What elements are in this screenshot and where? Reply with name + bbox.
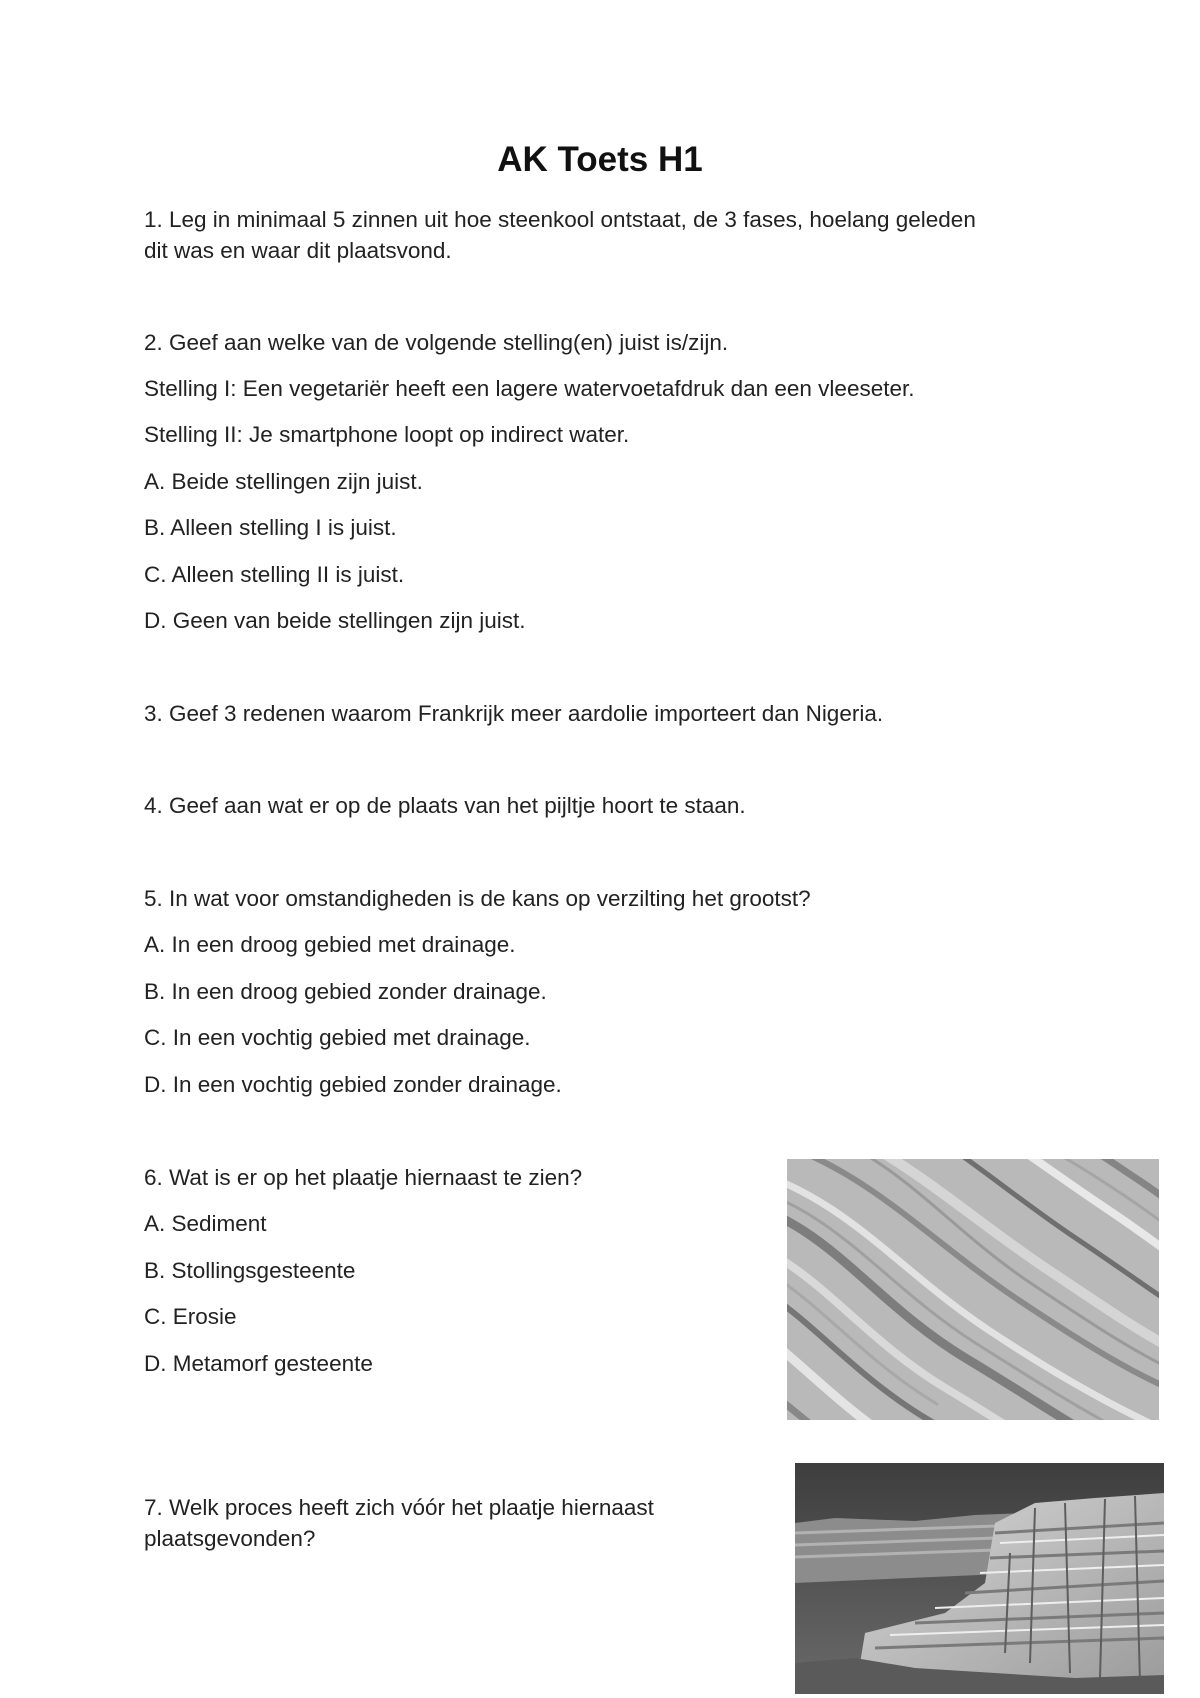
- q2-question: 2. Geef aan welke van de volgende stelling(en) juist is/zijn.: [144, 330, 729, 355]
- q2-statement-1: Stelling I: Een vegetariër heeft een lagere watervoetafdruk dan een vleeseter.: [144, 376, 915, 401]
- q7-text-line1: 7. Welk proces heeft zich vóór het plaatje hiernaast: [144, 1495, 654, 1520]
- q6-option-b: B. Stollingsgesteente: [144, 1258, 356, 1283]
- eroded-cliff-image: [795, 1463, 1164, 1694]
- q2-option-d: D. Geen van beide stellingen zijn juist.: [144, 608, 526, 633]
- q5-option-a: A. In een droog gebied met drainage.: [144, 932, 516, 957]
- q6-option-d: D. Metamorf gesteente: [144, 1351, 373, 1376]
- q3-question: 3. Geef 3 redenen waarom Frankrijk meer aardolie importeert dan Nigeria.: [144, 701, 884, 726]
- q5-option-d: D. In een vochtig gebied zonder drainage.: [144, 1072, 562, 1097]
- q2-statement-2: Stelling II: Je smartphone loopt op indirect water.: [144, 422, 630, 447]
- q2-option-c: C. Alleen stelling II is juist.: [144, 562, 405, 587]
- q6-option-a: A. Sediment: [144, 1211, 267, 1236]
- q5-option-c: C. In een vochtig gebied met drainage.: [144, 1025, 531, 1050]
- q6-question: 6. Wat is er op het plaatje hiernaast te zien?: [144, 1165, 583, 1190]
- q2-option-b: B. Alleen stelling I is juist.: [144, 515, 397, 540]
- q4-question: 4. Geef aan wat er op de plaats van het pijltje hoort te staan.: [144, 793, 746, 818]
- layered-rock-image: [787, 1159, 1159, 1420]
- q5-option-b: B. In een droog gebied zonder drainage.: [144, 979, 547, 1004]
- q1-text-line2: dit was en waar dit plaatsvond.: [144, 238, 452, 263]
- q5-question: 5. In wat voor omstandigheden is de kans op verzilting het grootst?: [144, 886, 811, 911]
- q2-option-a: A. Beide stellingen zijn juist.: [144, 469, 423, 494]
- q1-text-line1: 1. Leg in minimaal 5 zinnen uit hoe steenkool ontstaat, de 3 fases, hoelang geleden: [144, 207, 976, 232]
- document-title: AK Toets H1: [497, 140, 703, 179]
- q7-text-line2: plaatsgevonden?: [144, 1526, 316, 1551]
- q6-option-c: C. Erosie: [144, 1304, 237, 1329]
